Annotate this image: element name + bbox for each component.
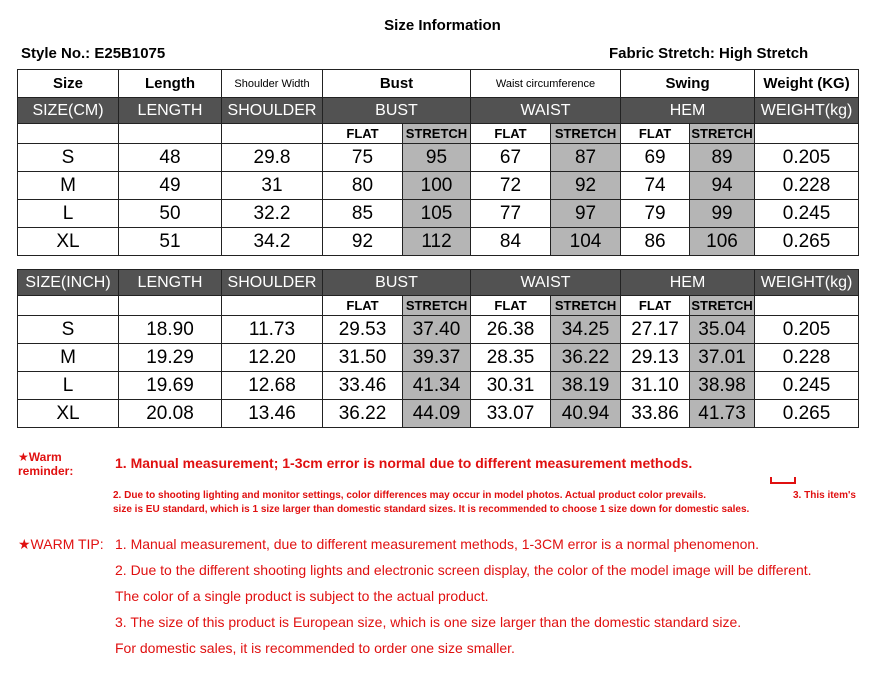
value-cell: 48 [119, 144, 222, 172]
size-cell: XL [18, 228, 119, 256]
warm-reminder-label: ★Warm reminder: [18, 450, 74, 478]
value-cell: 0.228 [755, 172, 859, 200]
value-cell: 0.245 [755, 200, 859, 228]
size-cell: L [18, 200, 119, 228]
value-cell: 50 [119, 200, 222, 228]
sub-flat: FLAT [621, 296, 690, 316]
value-cell: 30.31 [471, 372, 551, 400]
table-row [18, 372, 859, 400]
value-cell: 26.38 [471, 316, 551, 344]
value-cell: 0.265 [755, 400, 859, 428]
value-cell: 84 [471, 228, 551, 256]
size-cell: XL [18, 400, 119, 428]
value-cell: 99 [690, 200, 755, 228]
value-cell: 79 [621, 200, 690, 228]
value-cell: 38.98 [690, 372, 755, 400]
size-cell: S [18, 144, 119, 172]
value-cell: 77 [471, 200, 551, 228]
header-length: LENGTH [119, 270, 222, 296]
value-cell: 44.09 [403, 400, 471, 428]
value-cell: 29.53 [323, 316, 403, 344]
value-cell: 29.8 [222, 144, 323, 172]
sub-stretch: STRETCH [551, 296, 621, 316]
label-weight: Weight (KG) [755, 70, 859, 98]
warm-tip-label: ★WARM TIP: [18, 536, 104, 552]
value-cell: 27.17 [621, 316, 690, 344]
value-cell: 112 [403, 228, 471, 256]
warm-tip-line: 1. Manual measurement, due to different measurement methods, 1-3CM error is a normal phenomenon. [115, 536, 760, 552]
value-cell: 34.2 [222, 228, 323, 256]
value-cell: 41.73 [690, 400, 755, 428]
value-cell: 67 [471, 144, 551, 172]
value-cell: 11.73 [222, 316, 323, 344]
value-cell: 72 [471, 172, 551, 200]
table-row [18, 400, 859, 428]
value-cell: 13.46 [222, 400, 323, 428]
value-cell: 31.10 [621, 372, 690, 400]
header-bust: BUST [323, 270, 471, 296]
label-waist: Waist circumference [471, 70, 621, 98]
table-body [18, 144, 859, 256]
header-row [18, 98, 859, 124]
size-table-cm [17, 69, 859, 256]
header-length: LENGTH [119, 98, 222, 124]
value-cell: 0.205 [755, 316, 859, 344]
value-cell: 106 [690, 228, 755, 256]
value-cell: 37.40 [403, 316, 471, 344]
value-cell: 0.205 [755, 144, 859, 172]
style-number: Style No.: E25B1075 [21, 45, 166, 62]
bracket-mark [770, 477, 796, 484]
size-table-inch [17, 269, 859, 428]
fabric-stretch: Fabric Stretch: High Stretch [609, 45, 809, 62]
header-hem: HEM [621, 270, 755, 296]
value-cell: 18.90 [119, 316, 222, 344]
value-cell: 34.25 [551, 316, 621, 344]
value-cell: 89 [690, 144, 755, 172]
value-cell: 36.22 [551, 344, 621, 372]
table-row [18, 228, 859, 256]
warm-reminder-line-3a: 3. This item's [793, 490, 856, 501]
value-cell: 38.19 [551, 372, 621, 400]
table-row [18, 172, 859, 200]
sub-flat: FLAT [621, 124, 690, 144]
value-cell: 19.69 [119, 372, 222, 400]
header-weight: WEIGHT(kg) [755, 98, 859, 124]
header-size: SIZE(CM) [18, 98, 119, 124]
label-shoulder-width: Shoulder Width [222, 70, 323, 98]
value-cell: 20.08 [119, 400, 222, 428]
value-cell: 29.13 [621, 344, 690, 372]
value-cell: 100 [403, 172, 471, 200]
table-row [18, 200, 859, 228]
warm-tip-line: 2. Due to the different shooting lights and electronic screen display, the color of the model image will be different. [115, 562, 812, 578]
value-cell: 86 [621, 228, 690, 256]
table-row [18, 344, 859, 372]
value-cell: 87 [551, 144, 621, 172]
page-title: Size Information [384, 17, 501, 34]
value-cell: 80 [323, 172, 403, 200]
value-cell: 33.86 [621, 400, 690, 428]
header-shoulder: SHOULDER [222, 270, 323, 296]
sub-flat: FLAT [323, 124, 403, 144]
sub-stretch: STRETCH [690, 124, 755, 144]
sub-stretch: STRETCH [403, 124, 471, 144]
size-cell: L [18, 372, 119, 400]
value-cell: 31 [222, 172, 323, 200]
label-row [18, 70, 859, 98]
value-cell: 95 [403, 144, 471, 172]
table-row [18, 316, 859, 344]
subheader-row [18, 296, 859, 316]
value-cell: 32.2 [222, 200, 323, 228]
value-cell: 28.35 [471, 344, 551, 372]
value-cell: 12.20 [222, 344, 323, 372]
value-cell: 94 [690, 172, 755, 200]
value-cell: 92 [323, 228, 403, 256]
value-cell: 51 [119, 228, 222, 256]
value-cell: 49 [119, 172, 222, 200]
table-body [18, 316, 859, 428]
size-cell: M [18, 344, 119, 372]
value-cell: 0.265 [755, 228, 859, 256]
label-bust: Bust [323, 70, 471, 98]
value-cell: 33.07 [471, 400, 551, 428]
label-size: Size [18, 70, 119, 98]
subheader-row [18, 124, 859, 144]
value-cell: 105 [403, 200, 471, 228]
value-cell: 33.46 [323, 372, 403, 400]
value-cell: 92 [551, 172, 621, 200]
table-row [18, 144, 859, 172]
warm-reminder-line-1: 1. Manual measurement; 1-3cm error is normal due to different measurement methods. [115, 455, 693, 471]
warm-tip-line: For domestic sales, it is recommended to order one size smaller. [115, 640, 515, 656]
sub-flat: FLAT [471, 124, 551, 144]
sub-stretch: STRETCH [690, 296, 755, 316]
header-waist: WAIST [471, 98, 621, 124]
value-cell: 85 [323, 200, 403, 228]
value-cell: 12.68 [222, 372, 323, 400]
header-shoulder: SHOULDER [222, 98, 323, 124]
label-length: Length [119, 70, 222, 98]
header-size: SIZE(INCH) [18, 270, 119, 296]
value-cell: 0.228 [755, 344, 859, 372]
value-cell: 35.04 [690, 316, 755, 344]
value-cell: 37.01 [690, 344, 755, 372]
value-cell: 40.94 [551, 400, 621, 428]
sub-flat: FLAT [323, 296, 403, 316]
size-cell: M [18, 172, 119, 200]
value-cell: 104 [551, 228, 621, 256]
label-swing: Swing [621, 70, 755, 98]
warm-tip-line: The color of a single product is subject to the actual product. [115, 588, 489, 604]
warm-reminder-small-text [113, 489, 868, 517]
header-row [18, 270, 859, 296]
warm-tip-line: 3. The size of this product is European size, which is one size larger than the domestic standard size. [115, 614, 742, 630]
header-waist: WAIST [471, 270, 621, 296]
value-cell: 39.37 [403, 344, 471, 372]
value-cell: 19.29 [119, 344, 222, 372]
warm-reminder-line-2: 2. Due to shooting lighting and monitor settings, color differences may occur in model photos. Actual product color prevails. [113, 490, 707, 501]
sub-stretch: STRETCH [403, 296, 471, 316]
header-hem: HEM [621, 98, 755, 124]
value-cell: 0.245 [755, 372, 859, 400]
warm-reminder-line-3b: size is EU standard, which is 1 size larger than domestic standard sizes. It is recommended to choose 1 size down for domestic sales. [113, 504, 750, 515]
sub-stretch: STRETCH [551, 124, 621, 144]
header-weight: WEIGHT(kg) [755, 270, 859, 296]
sub-flat: FLAT [471, 296, 551, 316]
value-cell: 74 [621, 172, 690, 200]
value-cell: 41.34 [403, 372, 471, 400]
value-cell: 36.22 [323, 400, 403, 428]
value-cell: 75 [323, 144, 403, 172]
value-cell: 97 [551, 200, 621, 228]
value-cell: 69 [621, 144, 690, 172]
header-bust: BUST [323, 98, 471, 124]
value-cell: 31.50 [323, 344, 403, 372]
size-cell: S [18, 316, 119, 344]
